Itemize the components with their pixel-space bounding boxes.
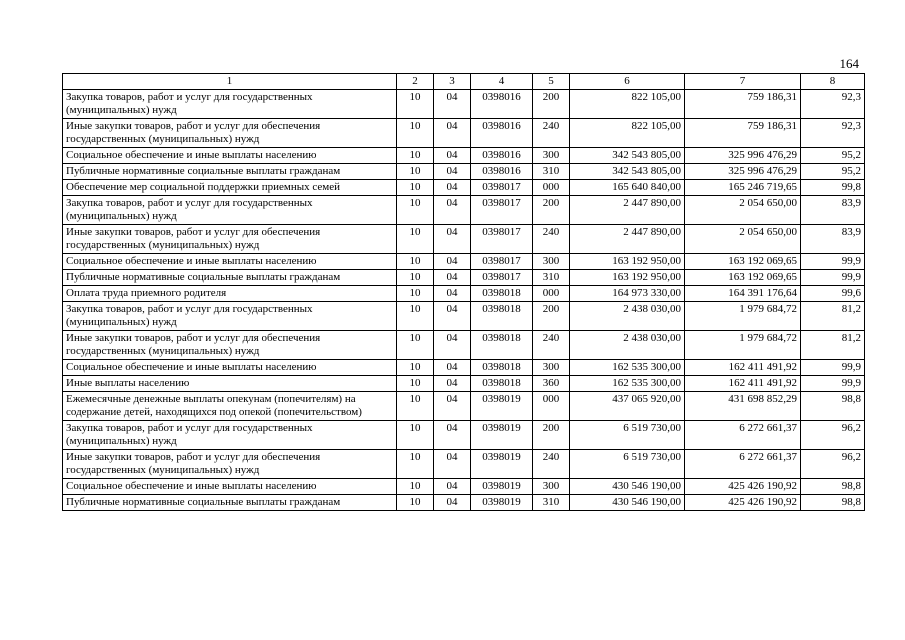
expense-type-cell: 360 <box>533 376 570 392</box>
page-number: 164 <box>839 56 859 71</box>
subsection-cell: 04 <box>434 270 471 286</box>
expense-type-cell: 300 <box>533 254 570 270</box>
table-row <box>63 479 865 495</box>
actual-amount-cell: 162 411 491,92 <box>685 360 801 376</box>
plan-amount-cell: 163 192 950,00 <box>570 270 685 286</box>
budget-table <box>62 73 865 511</box>
target-article-cell: 0398019 <box>471 450 533 479</box>
plan-amount-cell: 164 973 330,00 <box>570 286 685 302</box>
table-row <box>63 360 865 376</box>
target-article-cell: 0398018 <box>471 286 533 302</box>
section-cell: 10 <box>397 180 434 196</box>
expense-type-cell: 300 <box>533 360 570 376</box>
section-cell: 10 <box>397 479 434 495</box>
expense-type-cell: 200 <box>533 302 570 331</box>
expense-type-cell: 240 <box>533 225 570 254</box>
actual-amount-cell: 325 996 476,29 <box>685 164 801 180</box>
table-row <box>63 225 865 254</box>
subsection-cell: 04 <box>434 148 471 164</box>
column-header-8: 8 <box>801 74 865 90</box>
section-cell: 10 <box>397 225 434 254</box>
table-row <box>63 392 865 421</box>
percent-cell: 99,9 <box>801 376 865 392</box>
percent-cell: 92,3 <box>801 119 865 148</box>
plan-amount-cell: 430 546 190,00 <box>570 495 685 511</box>
actual-amount-cell: 162 411 491,92 <box>685 376 801 392</box>
column-header-6: 6 <box>570 74 685 90</box>
percent-cell: 99,8 <box>801 180 865 196</box>
target-article-cell: 0398017 <box>471 196 533 225</box>
plan-amount-cell: 430 546 190,00 <box>570 479 685 495</box>
plan-amount-cell: 437 065 920,00 <box>570 392 685 421</box>
actual-amount-cell: 165 246 719,65 <box>685 180 801 196</box>
actual-amount-cell: 431 698 852,29 <box>685 392 801 421</box>
section-cell: 10 <box>397 331 434 360</box>
target-article-cell: 0398017 <box>471 254 533 270</box>
plan-amount-cell: 2 438 030,00 <box>570 331 685 360</box>
target-article-cell: 0398016 <box>471 148 533 164</box>
subsection-cell: 04 <box>434 421 471 450</box>
percent-cell: 99,9 <box>801 360 865 376</box>
section-cell: 10 <box>397 254 434 270</box>
plan-amount-cell: 6 519 730,00 <box>570 450 685 479</box>
percent-cell: 98,8 <box>801 392 865 421</box>
percent-cell: 96,2 <box>801 450 865 479</box>
column-header-1: 1 <box>63 74 397 90</box>
table-row <box>63 302 865 331</box>
expense-type-cell: 000 <box>533 286 570 302</box>
section-cell: 10 <box>397 119 434 148</box>
section-cell: 10 <box>397 164 434 180</box>
table-body <box>63 90 865 511</box>
subsection-cell: 04 <box>434 360 471 376</box>
section-cell: 10 <box>397 148 434 164</box>
name-cell: Социальное обеспечение и иные выплаты населению <box>63 360 397 376</box>
plan-amount-cell: 163 192 950,00 <box>570 254 685 270</box>
target-article-cell: 0398018 <box>471 376 533 392</box>
expense-type-cell: 000 <box>533 180 570 196</box>
target-article-cell: 0398017 <box>471 225 533 254</box>
section-cell: 10 <box>397 90 434 119</box>
percent-cell: 98,8 <box>801 495 865 511</box>
name-cell: Социальное обеспечение и иные выплаты населению <box>63 254 397 270</box>
name-cell: Иные закупки товаров, работ и услуг для обеспечения государственных (муниципальных) нужд <box>63 225 397 254</box>
table-row <box>63 148 865 164</box>
target-article-cell: 0398016 <box>471 90 533 119</box>
table-row <box>63 450 865 479</box>
section-cell: 10 <box>397 270 434 286</box>
actual-amount-cell: 2 054 650,00 <box>685 225 801 254</box>
expense-type-cell: 300 <box>533 148 570 164</box>
table-row <box>63 495 865 511</box>
subsection-cell: 04 <box>434 479 471 495</box>
target-article-cell: 0398019 <box>471 495 533 511</box>
name-cell: Ежемесячные денежные выплаты опекунам (попечителям) на содержание детей, находящихся под опекой (попечительством) <box>63 392 397 421</box>
percent-cell: 81,2 <box>801 302 865 331</box>
actual-amount-cell: 759 186,31 <box>685 119 801 148</box>
name-cell: Публичные нормативные социальные выплаты гражданам <box>63 270 397 286</box>
subsection-cell: 04 <box>434 286 471 302</box>
column-header-4: 4 <box>471 74 533 90</box>
table-row <box>63 119 865 148</box>
expense-type-cell: 300 <box>533 479 570 495</box>
section-cell: 10 <box>397 495 434 511</box>
subsection-cell: 04 <box>434 196 471 225</box>
section-cell: 10 <box>397 450 434 479</box>
plan-amount-cell: 2 447 890,00 <box>570 225 685 254</box>
percent-cell: 98,8 <box>801 479 865 495</box>
target-article-cell: 0398016 <box>471 164 533 180</box>
name-cell: Закупка товаров, работ и услуг для государственных (муниципальных) нужд <box>63 90 397 119</box>
subsection-cell: 04 <box>434 331 471 360</box>
actual-amount-cell: 2 054 650,00 <box>685 196 801 225</box>
actual-amount-cell: 163 192 069,65 <box>685 270 801 286</box>
plan-amount-cell: 6 519 730,00 <box>570 421 685 450</box>
percent-cell: 96,2 <box>801 421 865 450</box>
subsection-cell: 04 <box>434 450 471 479</box>
name-cell: Оплата труда приемного родителя <box>63 286 397 302</box>
table-row <box>63 376 865 392</box>
actual-amount-cell: 6 272 661,37 <box>685 421 801 450</box>
percent-cell: 95,2 <box>801 164 865 180</box>
actual-amount-cell: 163 192 069,65 <box>685 254 801 270</box>
table-row <box>63 196 865 225</box>
plan-amount-cell: 165 640 840,00 <box>570 180 685 196</box>
target-article-cell: 0398018 <box>471 360 533 376</box>
section-cell: 10 <box>397 392 434 421</box>
name-cell: Иные закупки товаров, работ и услуг для обеспечения государственных (муниципальных) нужд <box>63 119 397 148</box>
expense-type-cell: 200 <box>533 196 570 225</box>
expense-type-cell: 240 <box>533 450 570 479</box>
name-cell: Публичные нормативные социальные выплаты гражданам <box>63 164 397 180</box>
plan-amount-cell: 342 543 805,00 <box>570 148 685 164</box>
column-header-7: 7 <box>685 74 801 90</box>
name-cell: Обеспечение мер социальной поддержки приемных семей <box>63 180 397 196</box>
name-cell: Иные закупки товаров, работ и услуг для обеспечения государственных (муниципальных) нужд <box>63 331 397 360</box>
actual-amount-cell: 164 391 176,64 <box>685 286 801 302</box>
name-cell: Иные закупки товаров, работ и услуг для обеспечения государственных (муниципальных) нужд <box>63 450 397 479</box>
name-cell: Закупка товаров, работ и услуг для государственных (муниципальных) нужд <box>63 302 397 331</box>
section-cell: 10 <box>397 421 434 450</box>
name-cell: Социальное обеспечение и иные выплаты населению <box>63 148 397 164</box>
name-cell: Закупка товаров, работ и услуг для государственных (муниципальных) нужд <box>63 421 397 450</box>
plan-amount-cell: 822 105,00 <box>570 119 685 148</box>
table-row <box>63 270 865 286</box>
name-cell: Социальное обеспечение и иные выплаты населению <box>63 479 397 495</box>
column-header-2: 2 <box>397 74 434 90</box>
column-header-5: 5 <box>533 74 570 90</box>
percent-cell: 83,9 <box>801 225 865 254</box>
percent-cell: 83,9 <box>801 196 865 225</box>
expense-type-cell: 240 <box>533 119 570 148</box>
actual-amount-cell: 325 996 476,29 <box>685 148 801 164</box>
percent-cell: 99,9 <box>801 254 865 270</box>
plan-amount-cell: 2 447 890,00 <box>570 196 685 225</box>
percent-cell: 92,3 <box>801 90 865 119</box>
target-article-cell: 0398016 <box>471 119 533 148</box>
target-article-cell: 0398018 <box>471 302 533 331</box>
table-header-row <box>63 74 865 90</box>
section-cell: 10 <box>397 360 434 376</box>
actual-amount-cell: 425 426 190,92 <box>685 479 801 495</box>
target-article-cell: 0398019 <box>471 421 533 450</box>
plan-amount-cell: 342 543 805,00 <box>570 164 685 180</box>
subsection-cell: 04 <box>434 302 471 331</box>
actual-amount-cell: 1 979 684,72 <box>685 302 801 331</box>
table-row <box>63 180 865 196</box>
plan-amount-cell: 162 535 300,00 <box>570 360 685 376</box>
subsection-cell: 04 <box>434 495 471 511</box>
subsection-cell: 04 <box>434 254 471 270</box>
actual-amount-cell: 425 426 190,92 <box>685 495 801 511</box>
table-row <box>63 286 865 302</box>
expense-type-cell: 000 <box>533 392 570 421</box>
subsection-cell: 04 <box>434 164 471 180</box>
actual-amount-cell: 1 979 684,72 <box>685 331 801 360</box>
subsection-cell: 04 <box>434 90 471 119</box>
target-article-cell: 0398019 <box>471 392 533 421</box>
subsection-cell: 04 <box>434 180 471 196</box>
percent-cell: 99,6 <box>801 286 865 302</box>
target-article-cell: 0398018 <box>471 331 533 360</box>
table-row <box>63 421 865 450</box>
percent-cell: 95,2 <box>801 148 865 164</box>
expense-type-cell: 310 <box>533 164 570 180</box>
subsection-cell: 04 <box>434 225 471 254</box>
expense-type-cell: 310 <box>533 495 570 511</box>
target-article-cell: 0398019 <box>471 479 533 495</box>
expense-type-cell: 200 <box>533 90 570 119</box>
target-article-cell: 0398017 <box>471 180 533 196</box>
plan-amount-cell: 822 105,00 <box>570 90 685 119</box>
section-cell: 10 <box>397 302 434 331</box>
name-cell: Закупка товаров, работ и услуг для государственных (муниципальных) нужд <box>63 196 397 225</box>
table-row <box>63 254 865 270</box>
expense-type-cell: 200 <box>533 421 570 450</box>
name-cell: Иные выплаты населению <box>63 376 397 392</box>
plan-amount-cell: 162 535 300,00 <box>570 376 685 392</box>
plan-amount-cell: 2 438 030,00 <box>570 302 685 331</box>
expense-type-cell: 310 <box>533 270 570 286</box>
subsection-cell: 04 <box>434 376 471 392</box>
target-article-cell: 0398017 <box>471 270 533 286</box>
expense-type-cell: 240 <box>533 331 570 360</box>
actual-amount-cell: 759 186,31 <box>685 90 801 119</box>
name-cell: Публичные нормативные социальные выплаты гражданам <box>63 495 397 511</box>
section-cell: 10 <box>397 376 434 392</box>
percent-cell: 99,9 <box>801 270 865 286</box>
actual-amount-cell: 6 272 661,37 <box>685 450 801 479</box>
section-cell: 10 <box>397 286 434 302</box>
percent-cell: 81,2 <box>801 331 865 360</box>
table-row <box>63 331 865 360</box>
section-cell: 10 <box>397 196 434 225</box>
table-row <box>63 90 865 119</box>
table-row <box>63 164 865 180</box>
subsection-cell: 04 <box>434 119 471 148</box>
subsection-cell: 04 <box>434 392 471 421</box>
column-header-3: 3 <box>434 74 471 90</box>
